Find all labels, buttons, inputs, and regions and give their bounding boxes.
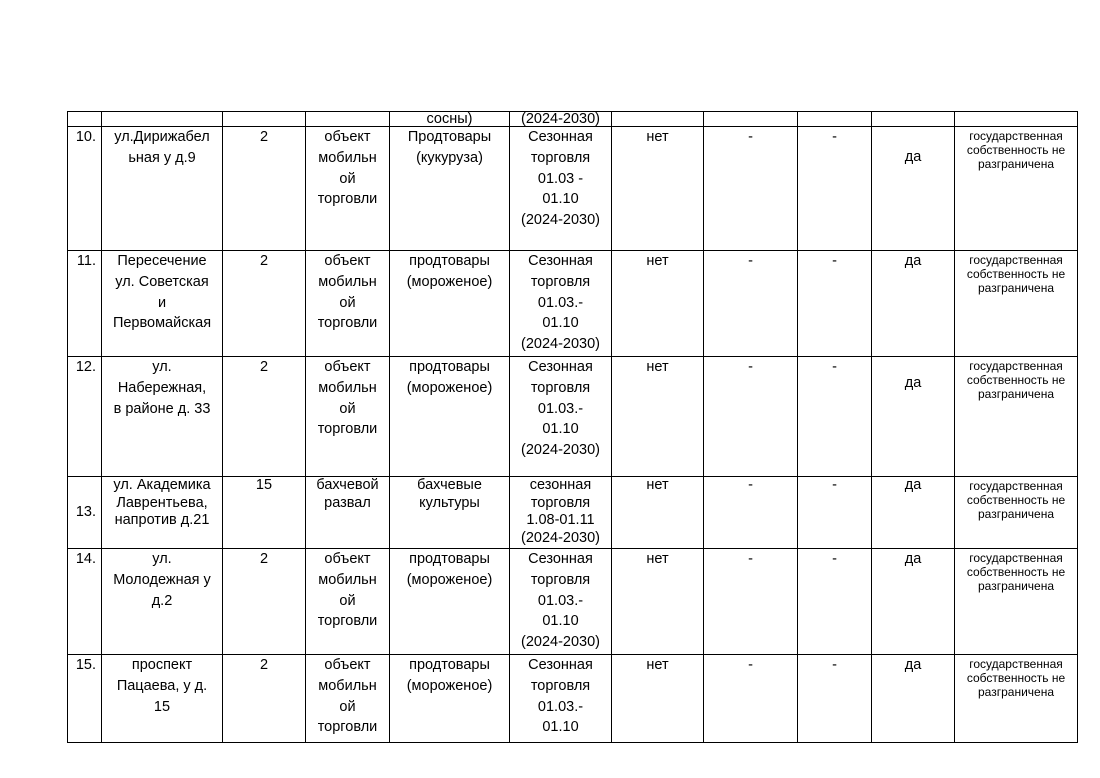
cell-col9: - <box>798 477 872 549</box>
cell-address: ул. Набережная, в районе д. 33 <box>102 357 223 477</box>
cell-period: Сезонная торговля 01.03 - 01.10 (2024-2030) <box>510 127 612 251</box>
cell-object-type: объект мобильн ой торговли <box>306 251 390 357</box>
cell-ownership: государственная собственность не разграничена <box>955 477 1078 549</box>
cell-period: (2024-2030) <box>510 112 612 127</box>
cell-number: 12. <box>68 357 102 477</box>
table-row-continuation <box>68 112 1078 127</box>
cell-goods: продтовары (мороженое) <box>390 357 510 477</box>
cell-col8: - <box>704 127 798 251</box>
cell-col7: нет <box>612 357 704 477</box>
cell-col10: да <box>872 251 955 357</box>
trade-locations-table <box>67 111 1078 743</box>
cell-col10: да <box>872 655 955 743</box>
cell-col10: да <box>872 127 955 251</box>
cell-address: ул. Молодежная у д.2 <box>102 549 223 655</box>
table-row <box>68 477 1078 549</box>
cell-col8: - <box>704 477 798 549</box>
cell-goods: продтовары (мороженое) <box>390 655 510 743</box>
cell-col7: нет <box>612 655 704 743</box>
cell-period: Сезонная торговля 01.03.- 01.10 (2024-2030) <box>510 357 612 477</box>
table-row <box>68 549 1078 655</box>
cell-col7: нет <box>612 127 704 251</box>
cell-period: Сезонная торговля 01.03.- 01.10 (2024-2030) <box>510 251 612 357</box>
table-row <box>68 251 1078 357</box>
cell-object-type: бахчевой развал <box>306 477 390 549</box>
table-row <box>68 127 1078 251</box>
table-row <box>68 655 1078 743</box>
cell-address: проспект Пацаева, у д. 15 <box>102 655 223 743</box>
cell-empty <box>68 112 102 127</box>
cell-ownership: государственная собственность не разграничена <box>955 127 1078 251</box>
cell-goods: Продтовары (кукуруза) <box>390 127 510 251</box>
cell-address: Пересечение ул. Советская и Первомайская <box>102 251 223 357</box>
cell-number: 10. <box>68 127 102 251</box>
cell-col7: нет <box>612 549 704 655</box>
cell-number: 15. <box>68 655 102 743</box>
cell-address: ул.Дирижабел ьная у д.9 <box>102 127 223 251</box>
cell-empty <box>223 112 306 127</box>
cell-area: 2 <box>223 127 306 251</box>
cell-type: сосны) <box>390 112 510 127</box>
cell-period: Сезонная торговля 01.03.- 01.10 (2024-2030) <box>510 549 612 655</box>
cell-col8: - <box>704 251 798 357</box>
cell-area: 2 <box>223 251 306 357</box>
cell-object-type: объект мобильн ой торговли <box>306 549 390 655</box>
cell-col8: - <box>704 655 798 743</box>
cell-empty <box>872 112 955 127</box>
cell-ownership: государственная собственность не разграничена <box>955 357 1078 477</box>
cell-ownership: государственная собственность не разграничена <box>955 655 1078 743</box>
cell-address: ул. Академика Лаврентьева, напротив д.21 <box>102 477 223 549</box>
cell-area: 15 <box>223 477 306 549</box>
cell-number: 14. <box>68 549 102 655</box>
cell-area: 2 <box>223 655 306 743</box>
cell-period: Сезонная торговля 01.03.- 01.10 <box>510 655 612 743</box>
cell-col7: нет <box>612 477 704 549</box>
cell-goods: продтовары (мороженое) <box>390 549 510 655</box>
cell-period: сезонная торговля 1.08-01.11 (2024-2030) <box>510 477 612 549</box>
cell-col7: нет <box>612 251 704 357</box>
cell-col8: - <box>704 357 798 477</box>
cell-col10: да <box>872 477 955 549</box>
cell-col9: - <box>798 127 872 251</box>
cell-ownership: государственная собственность не разграничена <box>955 549 1078 655</box>
cell-empty <box>704 112 798 127</box>
cell-goods: продтовары (мороженое) <box>390 251 510 357</box>
cell-empty <box>102 112 223 127</box>
cell-object-type: объект мобильн ой торговли <box>306 655 390 743</box>
cell-empty <box>306 112 390 127</box>
cell-col9: - <box>798 655 872 743</box>
cell-area: 2 <box>223 549 306 655</box>
cell-number: 11. <box>68 251 102 357</box>
cell-object-type: объект мобильн ой торговли <box>306 127 390 251</box>
cell-ownership: государственная собственность не разграничена <box>955 251 1078 357</box>
cell-col9: - <box>798 251 872 357</box>
cell-goods: бахчевые культуры <box>390 477 510 549</box>
cell-object-type: объект мобильн ой торговли <box>306 357 390 477</box>
cell-col9: - <box>798 549 872 655</box>
cell-col8: - <box>704 549 798 655</box>
cell-empty <box>798 112 872 127</box>
cell-empty <box>612 112 704 127</box>
cell-col10: да <box>872 549 955 655</box>
cell-col10: да <box>872 357 955 477</box>
cell-empty <box>955 112 1078 127</box>
cell-area: 2 <box>223 357 306 477</box>
cell-col9: - <box>798 357 872 477</box>
cell-number: 13. <box>68 477 102 549</box>
table-row <box>68 357 1078 477</box>
